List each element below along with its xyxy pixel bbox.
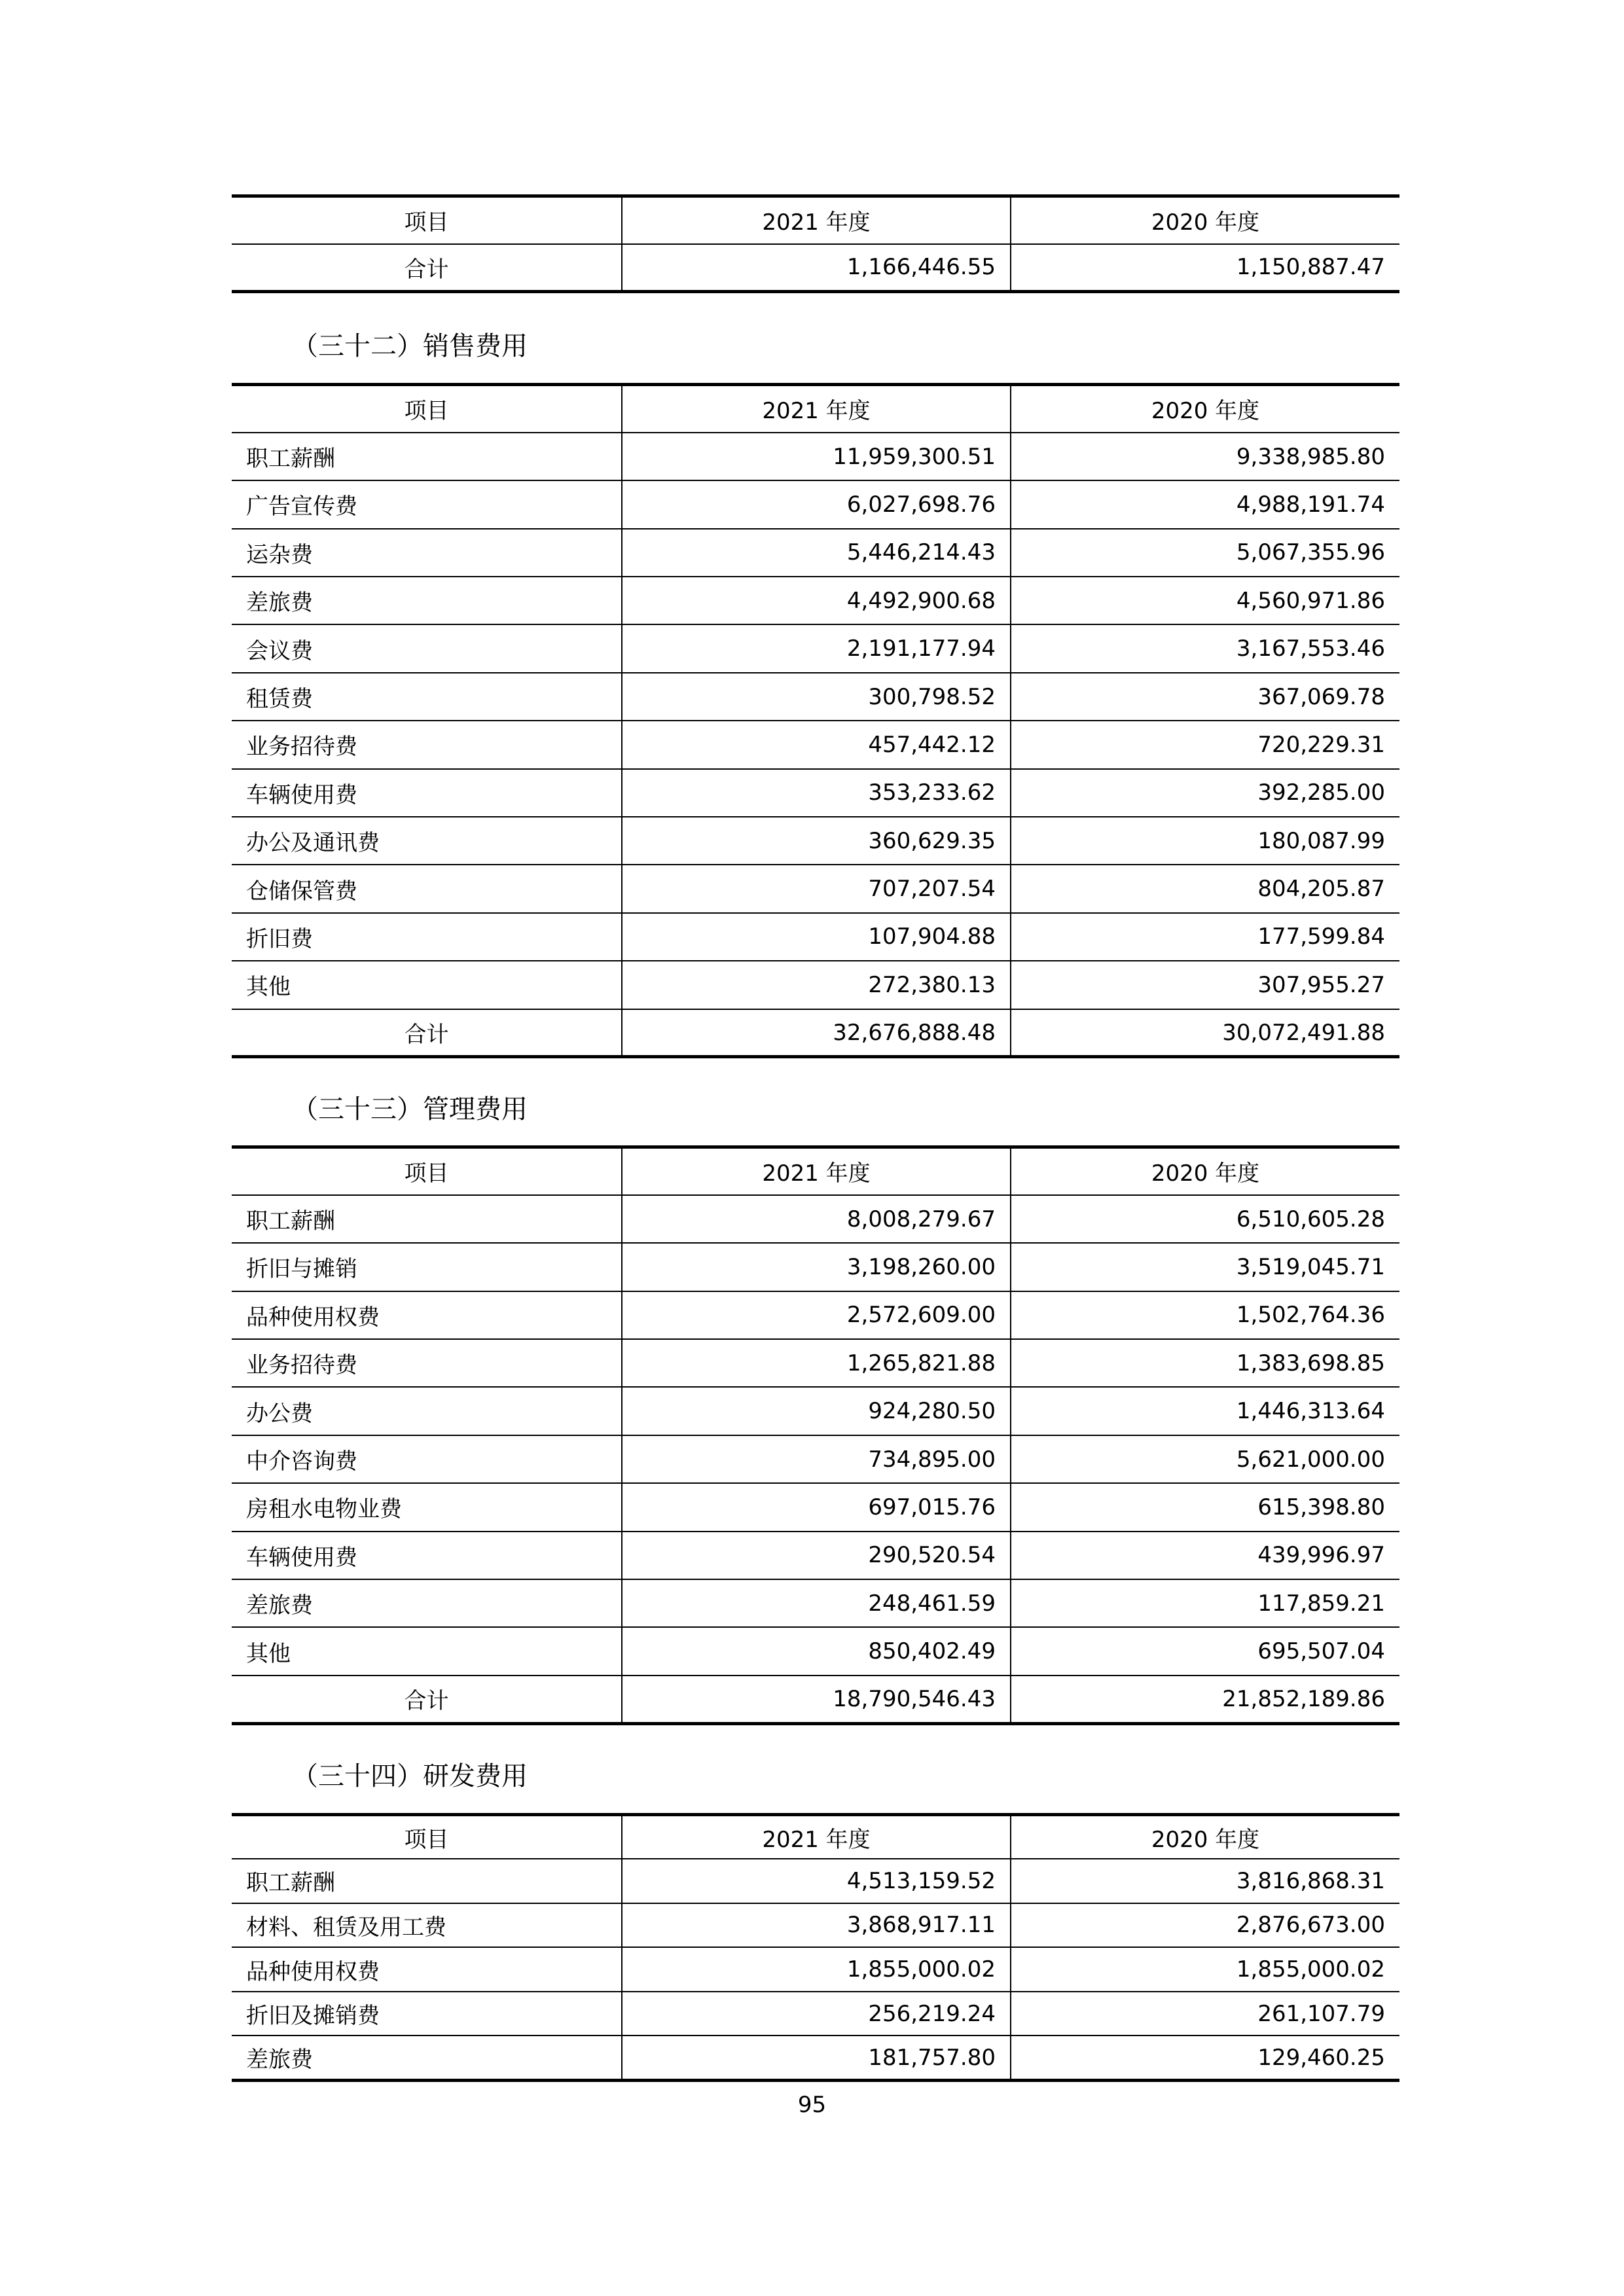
total-2021: 18,790,546.43 (622, 1676, 1011, 1723)
table-row (232, 817, 1399, 865)
row-label: 职工薪酬 (232, 433, 622, 480)
table-row (232, 913, 1399, 961)
row-2020: 117,859.21 (1011, 1579, 1399, 1627)
table-body (232, 1147, 1399, 1724)
table-row (232, 1195, 1399, 1243)
row-2020: 1,446,313.64 (1011, 1387, 1399, 1435)
row-label: 房租水电物业费 (232, 1483, 622, 1531)
row-2020: 804,205.87 (1011, 865, 1399, 912)
table-row (232, 480, 1399, 528)
row-label: 差旅费 (232, 577, 622, 624)
row-2020: 4,560,971.86 (1011, 577, 1399, 624)
row-2021: 181,757.80 (622, 2036, 1011, 2080)
row-2021: 1,855,000.02 (622, 1947, 1011, 1992)
row-2020: 5,621,000.00 (1011, 1435, 1399, 1483)
row-label: 品种使用权费 (232, 1291, 622, 1339)
row-2021: 457,442.12 (622, 721, 1011, 768)
table-row (232, 1532, 1399, 1579)
row-label: 折旧费 (232, 913, 622, 961)
header-2020: 2020 年度 (1011, 1815, 1399, 1859)
header-2020: 2020 年度 (1011, 196, 1399, 244)
row-2020: 367,069.78 (1011, 673, 1399, 721)
row-label: 办公费 (232, 1387, 622, 1435)
total-label: 合计 (232, 1676, 622, 1723)
table-body (232, 1815, 1399, 2081)
header-2021: 2021 年度 (622, 196, 1011, 244)
header-2020: 2020 年度 (1011, 385, 1399, 433)
row-2020: 4,988,191.74 (1011, 480, 1399, 528)
row-2020: 615,398.80 (1011, 1483, 1399, 1531)
row-label: 材料、租赁及用工费 (232, 1903, 622, 1948)
row-label: 职工薪酬 (232, 1195, 622, 1243)
table-row (232, 769, 1399, 817)
row-2020: 5,067,355.96 (1011, 529, 1399, 577)
row-label: 业务招待费 (232, 1339, 622, 1387)
row-2020: 3,816,868.31 (1011, 1859, 1399, 1903)
row-2021: 4,492,900.68 (622, 577, 1011, 624)
row-label: 仓储保管费 (232, 865, 622, 912)
table-row (232, 2036, 1399, 2080)
row-2020: 439,996.97 (1011, 1532, 1399, 1579)
table-row (232, 1339, 1399, 1387)
table-row (232, 433, 1399, 480)
section-title-admin-expenses: （三十三）管理费用 (292, 1094, 528, 1124)
row-2020: 720,229.31 (1011, 721, 1399, 768)
row-2020: 392,285.00 (1011, 769, 1399, 817)
table-rnd-expenses (232, 1813, 1399, 2082)
row-2021: 8,008,279.67 (622, 1195, 1011, 1243)
row-2021: 2,191,177.94 (622, 624, 1011, 672)
row-2020: 3,519,045.71 (1011, 1243, 1399, 1291)
table-header-row (232, 196, 1399, 244)
row-label: 运杂费 (232, 529, 622, 577)
table-row (232, 1903, 1399, 1948)
table-header-row (232, 1815, 1399, 1859)
table-row (232, 673, 1399, 721)
table-row (232, 577, 1399, 624)
table-row (232, 1947, 1399, 1992)
row-2021: 2,572,609.00 (622, 1291, 1011, 1339)
row-2020: 261,107.79 (1011, 1992, 1399, 2036)
header-item: 项目 (232, 385, 622, 433)
total-label: 合计 (232, 1009, 622, 1057)
table-row (232, 1435, 1399, 1483)
header-item: 项目 (232, 196, 622, 244)
row-2020: 1,855,000.02 (1011, 1947, 1399, 1992)
row-2021: 707,207.54 (622, 865, 1011, 912)
row-2021: 3,198,260.00 (622, 1243, 1011, 1291)
total-2020: 1,150,887.47 (1011, 244, 1399, 292)
table-row (232, 1627, 1399, 1675)
row-label: 品种使用权费 (232, 1947, 622, 1992)
row-2020: 307,955.27 (1011, 961, 1399, 1009)
row-2020: 3,167,553.46 (1011, 624, 1399, 672)
row-2021: 1,265,821.88 (622, 1339, 1011, 1387)
table-total-row (232, 1009, 1399, 1057)
row-label: 广告宣传费 (232, 480, 622, 528)
total-label: 合计 (232, 244, 622, 292)
row-2021: 697,015.76 (622, 1483, 1011, 1531)
table-row (232, 1579, 1399, 1627)
row-2021: 300,798.52 (622, 673, 1011, 721)
row-2021: 924,280.50 (622, 1387, 1011, 1435)
table-row (232, 1387, 1399, 1435)
row-label: 车辆使用费 (232, 769, 622, 817)
row-2021: 290,520.54 (622, 1532, 1011, 1579)
row-2021: 107,904.88 (622, 913, 1011, 961)
row-2021: 6,027,698.76 (622, 480, 1011, 528)
table-row (232, 1483, 1399, 1531)
table-admin-expenses (232, 1145, 1399, 1725)
table-row (232, 1291, 1399, 1339)
row-2020: 1,502,764.36 (1011, 1291, 1399, 1339)
table-header-row (232, 385, 1399, 433)
table-row (232, 529, 1399, 577)
header-2021: 2021 年度 (622, 1815, 1011, 1859)
total-2020: 21,852,189.86 (1011, 1676, 1399, 1723)
row-label: 职工薪酬 (232, 1859, 622, 1903)
table-row (232, 865, 1399, 912)
table-row (232, 721, 1399, 768)
header-2021: 2021 年度 (622, 1147, 1011, 1195)
table-total-row (232, 244, 1399, 292)
row-label: 办公及通讯费 (232, 817, 622, 865)
row-label: 中介咨询费 (232, 1435, 622, 1483)
row-label: 折旧与摊销 (232, 1243, 622, 1291)
row-2020: 129,460.25 (1011, 2036, 1399, 2080)
row-label: 其他 (232, 961, 622, 1009)
row-2020: 9,338,985.80 (1011, 433, 1399, 480)
table-total-row (232, 1676, 1399, 1723)
row-2021: 734,895.00 (622, 1435, 1011, 1483)
table-row (232, 624, 1399, 672)
page-number: 95 (797, 2092, 827, 2118)
table-header-row (232, 1147, 1399, 1195)
row-label: 会议费 (232, 624, 622, 672)
row-2020: 695,507.04 (1011, 1627, 1399, 1675)
header-2020: 2020 年度 (1011, 1147, 1399, 1195)
total-2021: 32,676,888.48 (622, 1009, 1011, 1057)
row-2020: 6,510,605.28 (1011, 1195, 1399, 1243)
row-label: 车辆使用费 (232, 1532, 622, 1579)
row-2021: 248,461.59 (622, 1579, 1011, 1627)
table-body (232, 196, 1399, 292)
table-row (232, 961, 1399, 1009)
header-item: 项目 (232, 1147, 622, 1195)
row-2021: 5,446,214.43 (622, 529, 1011, 577)
header-2021: 2021 年度 (622, 385, 1011, 433)
row-2021: 4,513,159.52 (622, 1859, 1011, 1903)
table-row (232, 1243, 1399, 1291)
table-body (232, 385, 1399, 1057)
row-label: 业务招待费 (232, 721, 622, 768)
row-2020: 1,383,698.85 (1011, 1339, 1399, 1387)
total-2021: 1,166,446.55 (622, 244, 1011, 292)
row-2021: 11,959,300.51 (622, 433, 1011, 480)
row-2021: 3,868,917.11 (622, 1903, 1011, 1948)
row-label: 租赁费 (232, 673, 622, 721)
table-row (232, 1992, 1399, 2036)
table-continuation (232, 194, 1399, 293)
row-2020: 2,876,673.00 (1011, 1903, 1399, 1948)
table-selling-expenses (232, 383, 1399, 1058)
row-2021: 850,402.49 (622, 1627, 1011, 1675)
row-2021: 353,233.62 (622, 769, 1011, 817)
row-2020: 177,599.84 (1011, 913, 1399, 961)
row-label: 差旅费 (232, 2036, 622, 2080)
row-2020: 180,087.99 (1011, 817, 1399, 865)
row-2021: 360,629.35 (622, 817, 1011, 865)
section-title-selling-expenses: （三十二）销售费用 (292, 331, 528, 361)
section-title-rnd-expenses: （三十四）研发费用 (292, 1761, 528, 1791)
row-2021: 256,219.24 (622, 1992, 1011, 2036)
row-label: 折旧及摊销费 (232, 1992, 622, 2036)
row-label: 其他 (232, 1627, 622, 1675)
header-item: 项目 (232, 1815, 622, 1859)
row-label: 差旅费 (232, 1579, 622, 1627)
row-2021: 272,380.13 (622, 961, 1011, 1009)
total-2020: 30,072,491.88 (1011, 1009, 1399, 1057)
table-row (232, 1859, 1399, 1903)
